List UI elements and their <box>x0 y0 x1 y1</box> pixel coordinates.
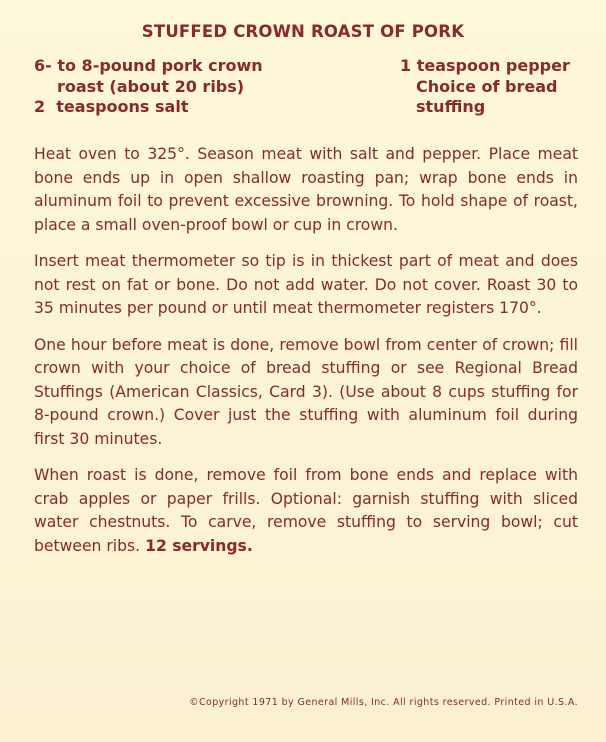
ingredient-text: teaspoons salt <box>56 97 189 116</box>
recipe-directions <box>34 143 578 571</box>
ingredient-text: Choice of bread <box>416 76 558 96</box>
servings-count: 12 servings. <box>145 536 253 555</box>
direction-paragraph-final <box>34 464 578 558</box>
recipe-title: STUFFED CROWN ROAST OF PORK <box>141 22 465 41</box>
ingredient-text-continued: roast (about 20 ribs) <box>57 76 245 96</box>
direction-paragraph: Insert meat thermometer so tip is in thickest part of meat and does not rest on fat or bone. Do not add water. Do not cover. Roast 30 to 35 minutes per pound or until meat thermometer registers 170°. <box>34 252 578 317</box>
ingredient-text: pork crown <box>161 56 263 75</box>
ingredient-qty: 2 <box>34 97 46 116</box>
ingredient-qty: 6- to 8-pound <box>34 56 157 75</box>
ingredient-pepper <box>400 56 580 77</box>
ingredient-salt <box>34 97 334 118</box>
direction-text: When roast is done, remove foil from bone ends and replace with crab apples or paper frills. Optional: garnish stuffing with sliced water chestnuts. To carve, remove stuffing to serving bowl; cut between ribs. <box>34 466 578 555</box>
ingredient-pork-crown <box>34 56 334 97</box>
direction-paragraph: One hour before meat is done, remove bowl from center of crown; fill crown with your choice of bread stuffing or see Regional Bread Stuffings (American Classics, Card 3). (Use about 8 cups stuffing for 8-pound crown.) Cover just the stuffing with aluminum foil during first 30 minutes. <box>34 335 578 448</box>
direction-paragraph: Heat oven to 325°. Season meat with salt and pepper. Place meat bone ends up in open shallow roasting pan; wrap bone ends in aluminum foil to prevent excessive browning. To hold shape of roast, place a small oven-proof bowl or cup in crown. <box>34 145 578 234</box>
ingredients-left-column <box>34 56 334 118</box>
ingredient-stuffing <box>400 77 580 118</box>
copyright-notice: ©Copyright 1971 by General Mills, Inc. All rights reserved. Printed in U.S.A. <box>189 697 578 708</box>
ingredient-text: 1 teaspoon pepper <box>400 56 570 75</box>
ingredients-right-column <box>400 56 580 118</box>
ingredient-text-continued: stuffing <box>416 97 486 116</box>
